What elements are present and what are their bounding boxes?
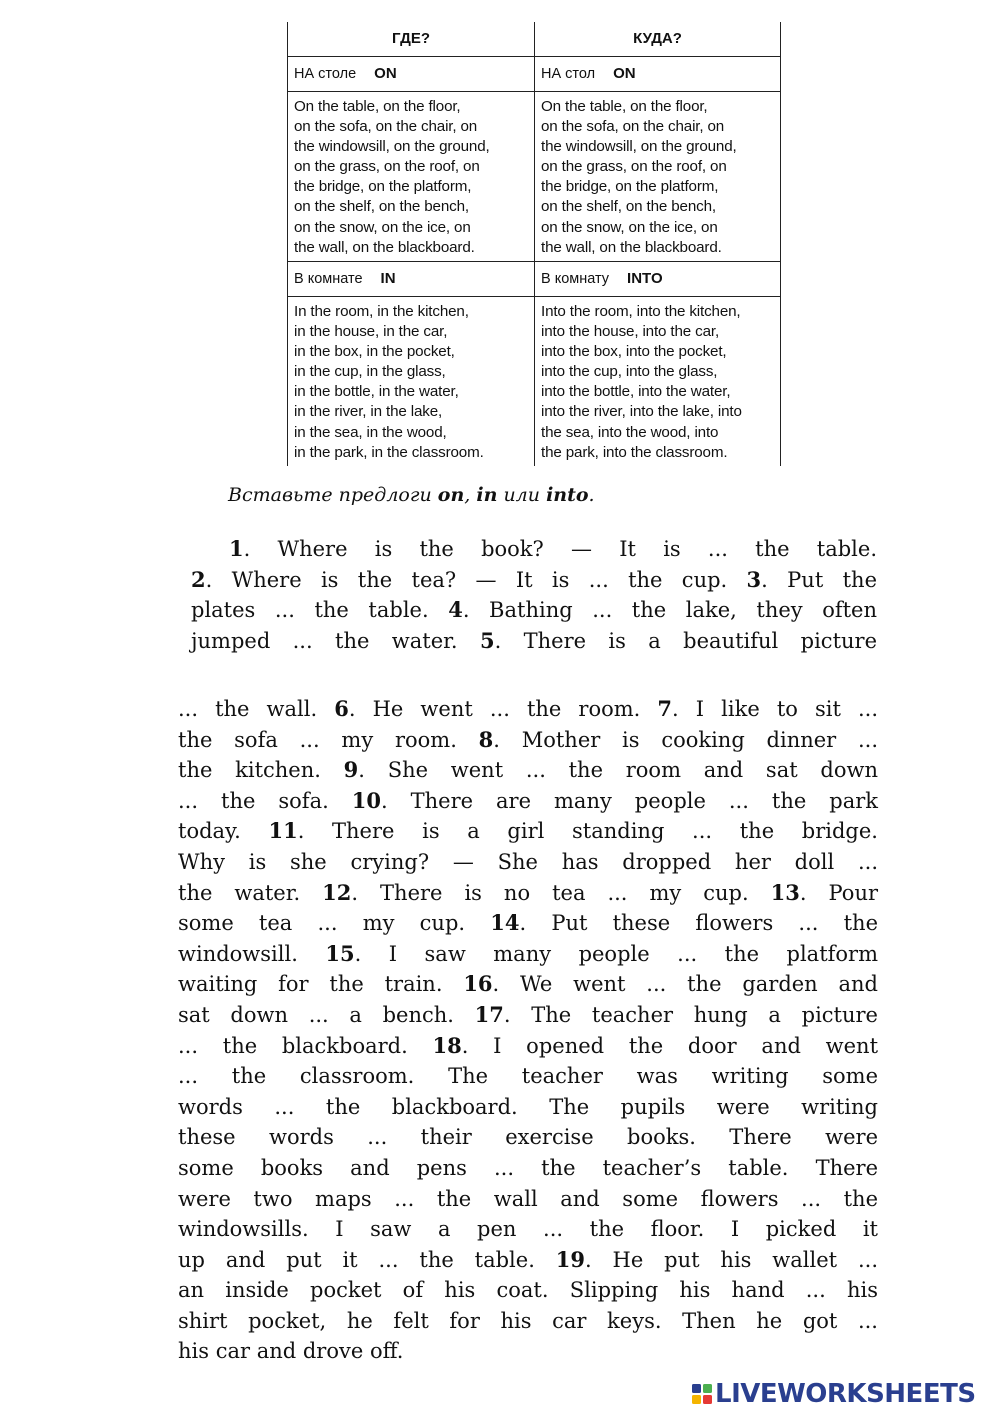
sentence-text: jumped ... the water. <box>191 628 480 653</box>
example-line: into the box, into the pocket, <box>541 343 727 361</box>
cell-in-where-examples <box>288 297 535 467</box>
example-line: on the shelf, on the bench, <box>294 198 469 216</box>
example-line: the sea, into the wood, into <box>541 423 719 441</box>
text-line <box>178 1000 878 1031</box>
sentence-text: windowsill. <box>178 941 326 966</box>
exercise-text-part-2 <box>178 694 878 1367</box>
sentence-text: . Pour <box>799 880 879 905</box>
table-row-in-examples <box>288 297 781 467</box>
example-line: in the box, in the pocket, <box>294 343 455 361</box>
text-line <box>178 816 878 847</box>
text-line <box>178 1306 878 1337</box>
example-line: into the house, into the car, <box>541 323 720 341</box>
example-line: the park, into the classroom. <box>541 443 728 461</box>
text-line <box>191 626 877 657</box>
item-number: 16 <box>463 971 493 997</box>
example-line: Into the room, into the kitchen, <box>541 303 741 320</box>
example-line: the wall, on the blackboard. <box>541 238 722 256</box>
liveworksheets-logo <box>692 1379 976 1409</box>
cell-on-where-label <box>288 57 535 92</box>
item-number: 2 <box>191 566 206 592</box>
text-line <box>178 878 878 909</box>
sentence-text: . Put these flowers ... the <box>519 911 878 936</box>
text-line <box>178 694 878 725</box>
example-line: in the park, in the classroom. <box>294 443 484 461</box>
text-line <box>178 1336 878 1367</box>
example-line: on the sofa, on the chair, on <box>294 118 478 136</box>
sentence-text: sat down ... a bench. <box>178 1002 475 1027</box>
example-line: in the house, in the car, <box>294 323 448 341</box>
sentence-text: ... the classroom. The teacher was writing some <box>178 1064 878 1089</box>
prepositions-table <box>287 22 781 466</box>
example-line: on the shelf, on the bench, <box>541 198 716 216</box>
text-line <box>178 755 878 786</box>
sentence-text: waiting for the train. <box>178 972 464 997</box>
example-line: the windowsill, on the ground, <box>294 138 490 156</box>
example-line: in the bottle, in the water, <box>294 383 459 401</box>
preposition-label: INTO <box>627 270 663 287</box>
example-line: the windowsill, on the ground, <box>541 138 737 156</box>
example-line: into the bottle, into the water, <box>541 383 731 401</box>
item-number: 17 <box>474 1001 504 1027</box>
example-line: the wall, on the blackboard. <box>294 238 475 256</box>
cell-in-whither-label <box>535 262 781 297</box>
item-number: 12 <box>322 879 352 905</box>
cell-in-whither-examples <box>535 297 781 467</box>
sentence-text: . Put the <box>761 567 877 592</box>
table-header-row <box>288 22 781 57</box>
cell-on-whither-label <box>535 57 781 92</box>
exercise-text-part-1 <box>191 534 877 656</box>
sentence-text: the water. <box>178 880 323 905</box>
sentence-text: some tea ... my cup. <box>178 911 491 936</box>
example-line: On the table, on the floor, <box>294 98 461 115</box>
text-line <box>178 939 878 970</box>
sentence-text: . She went ... the room and sat down <box>358 758 878 783</box>
cell-on-where-examples <box>288 92 535 262</box>
sentence-text: . Where is the book? — It is ... the table. <box>243 537 877 561</box>
sentence-text: . We went ... the garden and <box>492 972 879 997</box>
sentence-text: . Bathing ... the lake, they often <box>462 598 877 622</box>
preposition-label: ON <box>613 65 636 82</box>
example-line: into the cup, into the glass, <box>541 363 718 381</box>
item-number: 8 <box>478 726 494 752</box>
example-line: on the grass, on the roof, on <box>541 158 727 176</box>
example-line: in the sea, in the wood, <box>294 423 447 441</box>
example-line: On the table, on the floor, <box>541 98 708 115</box>
table-row-in-label <box>288 262 781 297</box>
sentence-text: . I opened the door and went <box>461 1033 879 1058</box>
example-line: on the sofa, on the chair, on <box>541 118 725 136</box>
preposition-label: IN <box>380 270 396 287</box>
sentence-text: . He put his wallet ... <box>584 1247 878 1272</box>
sentence-text: some books and pens ... the teacher’s table. There <box>178 1155 878 1180</box>
cell-on-whither-examples <box>535 92 781 262</box>
example-line: on the snow, on the ice, on <box>541 218 718 236</box>
text-line <box>178 847 878 878</box>
russian-phrase: НА столе <box>294 66 357 82</box>
table-row-on-label <box>288 57 781 92</box>
item-number: 3 <box>746 566 762 592</box>
text-line <box>178 908 878 939</box>
text-line <box>191 565 877 596</box>
item-number: 11 <box>268 818 298 844</box>
sentence-text: . I saw many people ... the platform <box>354 941 878 966</box>
example-line: on the grass, on the roof, on <box>294 158 480 176</box>
sentence-text: . Where is the tea? — It is ... the cup. <box>205 567 747 592</box>
text-line <box>178 1184 878 1215</box>
sentence-text: Why is she crying? — She has dropped her doll ... <box>178 849 878 874</box>
liveworksheets-logo-icon <box>692 1383 712 1405</box>
sentence-text: words ... the blackboard. The pupils were writing <box>178 1094 878 1119</box>
table-row-on-examples <box>288 92 781 262</box>
example-line: in the river, in the lake, <box>294 403 443 421</box>
example-line: into the river, into the lake, into <box>541 403 742 421</box>
exercise-instruction: Вставьте предлоги on, in или into. <box>228 484 595 506</box>
example-line: the bridge, on the platform, <box>294 178 472 196</box>
sentence-text: . He went ... the room. <box>348 697 658 721</box>
text-line <box>178 1245 878 1276</box>
sentence-text: . The teacher hung a picture <box>503 1002 878 1027</box>
sentence-text: . Mother is cooking dinner ... <box>493 727 879 752</box>
sentence-text: plates ... the table. <box>191 598 449 622</box>
text-line <box>178 1031 878 1062</box>
example-line: in the cup, in the glass, <box>294 363 446 381</box>
item-number: 15 <box>325 940 355 966</box>
example-line: In the room, in the kitchen, <box>294 303 469 320</box>
preposition-label: ON <box>374 65 397 82</box>
sentence-text: his car and drove off. <box>178 1339 404 1364</box>
sentence-text: windowsills. I saw a pen ... the floor. I picked it <box>178 1217 878 1242</box>
sentence-text: . There are many people ... the park <box>380 788 878 813</box>
text-line <box>178 969 878 1000</box>
sentence-text: were two maps ... the wall and some flowers ... the <box>178 1186 878 1211</box>
item-number: 6 <box>334 696 349 721</box>
sentence-text: ... the sofa. <box>178 788 352 813</box>
russian-phrase: НА стол <box>541 66 596 82</box>
russian-phrase: В комнату <box>541 271 610 287</box>
item-number: 9 <box>343 757 359 783</box>
item-number: 10 <box>351 787 381 813</box>
sentence-text: the kitchen. <box>178 758 344 783</box>
sentence-text: . There is a girl standing ... the bridge. <box>297 819 878 844</box>
text-line <box>178 1214 878 1245</box>
item-number: 19 <box>555 1246 585 1272</box>
example-line: on the snow, on the ice, on <box>294 218 471 236</box>
item-number: 13 <box>770 879 800 905</box>
sentence-text: these words ... their exercise books. There were <box>178 1125 878 1150</box>
item-number: 7 <box>657 696 673 721</box>
sentence-text: up and put it ... the table. <box>178 1247 556 1272</box>
sentence-text: an inside pocket of his coat. Slipping his hand ... his <box>178 1278 878 1303</box>
item-number: 1 <box>229 536 244 561</box>
sentence-text: ... the blackboard. <box>178 1033 433 1058</box>
example-line: the bridge, on the platform, <box>541 178 719 196</box>
sentence-text: . There is no tea ... my cup. <box>351 880 771 905</box>
text-line <box>178 1061 878 1092</box>
text-line <box>178 1153 878 1184</box>
sentence-text: . There is a beautiful picture <box>494 628 877 653</box>
sentence-text: today. <box>178 819 269 844</box>
item-number: 5 <box>479 627 495 653</box>
sentence-text: shirt pocket, he felt for his car keys. Then he got ... <box>178 1308 878 1333</box>
text-line <box>178 786 878 817</box>
text-line <box>178 1122 878 1153</box>
sentence-text: ... the wall. <box>178 697 335 721</box>
text-line <box>191 534 877 565</box>
sentence-text: the sofa ... my room. <box>178 727 479 752</box>
text-line <box>178 725 878 756</box>
liveworksheets-logo-text: LIVEWORKSHEETS <box>715 1379 976 1409</box>
item-number: 18 <box>432 1032 462 1058</box>
item-number: 14 <box>490 910 520 936</box>
text-line <box>178 1092 878 1123</box>
item-number: 4 <box>448 597 463 622</box>
russian-phrase: В комнате <box>294 271 363 287</box>
column-header-whither: КУДА? <box>535 22 781 57</box>
text-line <box>178 1275 878 1306</box>
column-header-where: ГДЕ? <box>288 22 535 57</box>
text-line <box>191 595 877 626</box>
sentence-text: . I like to sit ... <box>672 697 879 721</box>
cell-in-where-label <box>288 262 535 297</box>
